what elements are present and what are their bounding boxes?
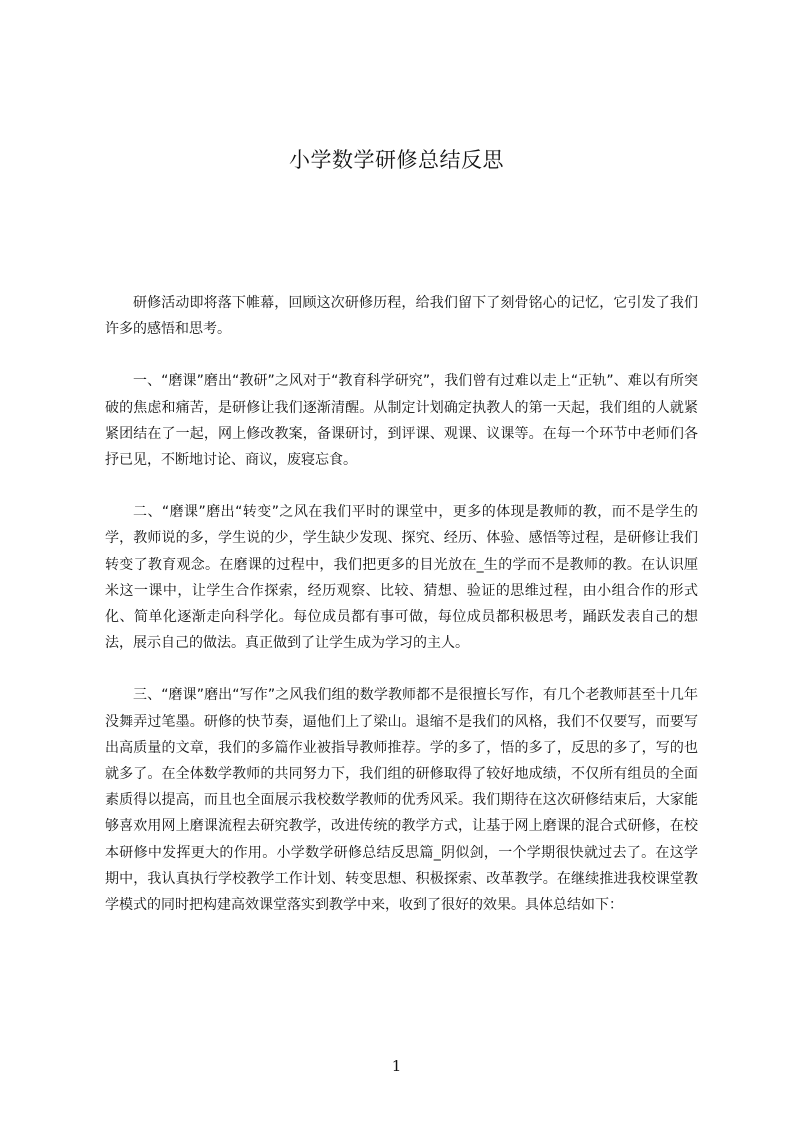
paragraph-section-3: 三、“磨课”磨出“写作”之风我们组的数学教师都不是很擅长写作，有几个老教师甚至十几年没舞弄过笔墨。研修的快节奏，逼他们上了梁山。退缩不是我们的风格，我们不仅要写，而要写出高质量的文章，我们的多篇作业被指导教师推荐。学的多了，悟的多了，反思的多了，写的也就多了。在全体数学教师的共同努力下，我们组的研修取得了较好地成绩，不仅所有组员的全面素质得以提高，而且也全面展示我校数学教师的优秀风采。我们期待在这次研修结束后，大家能够喜欢用网上磨课流程去研究教学，改进传统的教学方式，让基于网上磨课的混合式研修，在校本研修中发挥更大的作用。小学数学研修总结反思篇_阴似剑，一个学期很快就过去了。在这学期中，我认真执行学校教学工作计划、转变思想、积极探索、改革教学。在继续推进我校课堂教学模式的同时把构建高效课堂落实到教学中来，收到了很好的效果。具体总结如下： <box>105 687 698 914</box>
document-body <box>105 290 698 944</box>
paragraph-section-1: 一、“磨课”磨出“教研”之风对于“教育科学研究”，我们曾有过难以走上“正轨”、难以有所突破的焦虑和痛苦，是研修让我们逐渐清醒。从制定计划确定执教人的第一天起，我们组的人就紧紧团结在了一起，网上修改教案，备课研讨，到评课、观课、议课等。在每一个环节中老师们各抒已见，不断地讨论、商议，废寝忘食。 <box>105 373 698 469</box>
page-number: 1 <box>391 1057 402 1075</box>
paragraph-intro: 研修活动即将落下帷幕，回顾这次研修历程，给我们留下了刻骨铭心的记忆，它引发了我们许多的感悟和思考。 <box>105 295 698 338</box>
paragraph-section-2: 二、“磨课”磨出“转变”之风在我们平时的课堂中，更多的体现是教师的教，而不是学生的学，教师说的多，学生说的少，学生缺少发现、探究、经历、体验、感悟等过程，是研修让我们转变了教育观念。在磨课的过程中，我们把更多的目光放在_生的学而不是教师的教。在认识厘米这一课中，让学生合作探索，经历观察、比较、猜想、验证的思维过程，由小组合作的形式化、简单化逐渐走向科学化。每位成员都有事可做，每位成员都积极思考，踊跃发表自己的想法，展示自己的做法。真正做到了让学生成为学习的主人。 <box>105 504 698 652</box>
document-title: 小学数学研修总结反思 <box>289 148 504 172</box>
